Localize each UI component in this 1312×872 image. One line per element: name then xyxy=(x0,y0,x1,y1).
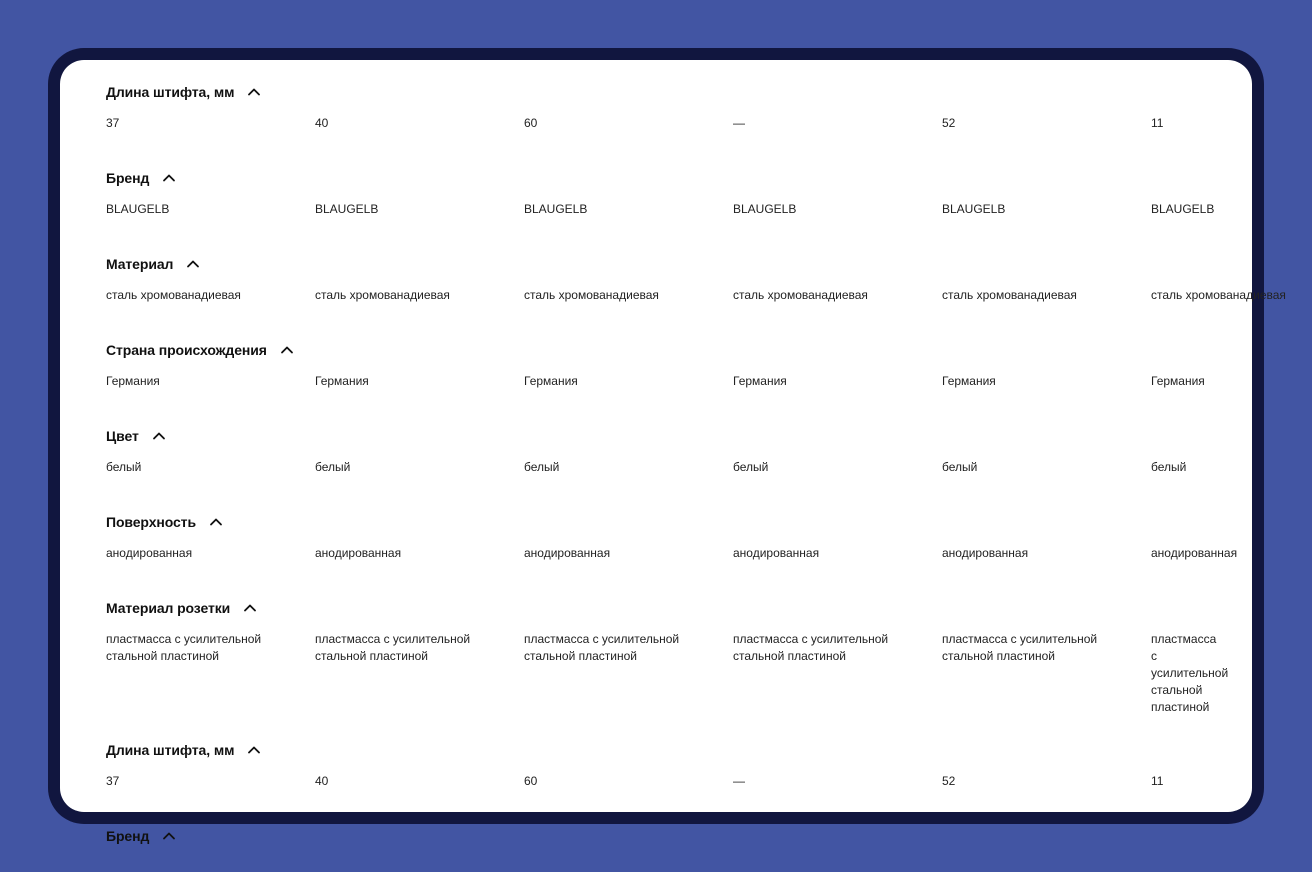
section-title: Длина штифта, мм xyxy=(106,84,235,100)
section-header-brand[interactable] xyxy=(106,160,1206,196)
value-cell: анодированная xyxy=(524,546,611,560)
value-cell: Германия xyxy=(106,374,160,388)
chevron-up-icon[interactable] xyxy=(161,170,177,186)
section-title: Длина штифта, мм xyxy=(106,742,235,758)
section-title: Страна происхождения xyxy=(106,342,267,358)
value-cell: BLAUGELB xyxy=(315,202,379,216)
section-spacer xyxy=(106,562,1206,590)
section-header-pin-length[interactable] xyxy=(106,732,1206,768)
value-cell: белый xyxy=(524,460,560,474)
value-cell: пластмасса с усилительной стальной пластиной xyxy=(106,632,262,663)
section-header-brand[interactable] xyxy=(106,818,1206,854)
section-spacer xyxy=(106,476,1206,504)
value-cell: Германия xyxy=(1151,374,1205,388)
value-cell: белый xyxy=(1151,460,1187,474)
value-cell: 60 xyxy=(524,116,538,130)
section-pin-length xyxy=(106,74,1206,132)
value-cell: белый xyxy=(106,460,142,474)
chevron-up-icon[interactable] xyxy=(151,428,167,444)
value-row xyxy=(106,282,1286,304)
device-frame xyxy=(48,48,1286,844)
section-brand xyxy=(106,160,1215,218)
value-cell: сталь хромованадиевая xyxy=(315,288,450,302)
value-cell: BLAUGELB xyxy=(942,202,1006,216)
section-material xyxy=(106,246,1286,304)
value-cell: 37 xyxy=(106,116,120,130)
value-row xyxy=(106,368,1206,390)
value-cell: анодированная xyxy=(733,546,820,560)
section-header-color[interactable] xyxy=(106,418,1206,454)
value-cell: анодированная xyxy=(106,546,193,560)
value-cell: пластмасса с усилительной стальной пластиной xyxy=(524,632,680,663)
section-header-surface[interactable] xyxy=(106,504,1206,540)
value-row xyxy=(106,196,1215,218)
value-cell: 52 xyxy=(942,774,956,788)
section-spacer xyxy=(106,218,1206,246)
value-cell: 37 xyxy=(106,774,120,788)
section-title: Бренд xyxy=(106,170,150,186)
section-title: Материал розетки xyxy=(106,600,231,616)
value-cell: сталь хромованадиевая xyxy=(524,288,659,302)
section-title: Бренд xyxy=(106,828,150,844)
chevron-up-icon[interactable] xyxy=(208,514,224,530)
section-socket-material xyxy=(106,590,1229,716)
value-row xyxy=(106,110,1206,132)
value-cell: 40 xyxy=(315,116,329,130)
value-cell: — xyxy=(733,774,745,788)
chevron-up-icon[interactable] xyxy=(161,828,177,844)
chevron-up-icon[interactable] xyxy=(242,600,258,616)
value-cell: пластмасса с усилительной стальной пластиной xyxy=(1151,632,1229,714)
section-header-pin-length[interactable] xyxy=(106,74,1206,110)
value-cell: 11 xyxy=(1151,774,1164,788)
value-row xyxy=(106,540,1238,562)
value-cell: Германия xyxy=(315,374,369,388)
value-row xyxy=(106,768,1206,790)
value-cell: 52 xyxy=(942,116,956,130)
section-spacer xyxy=(106,304,1206,332)
chevron-up-icon[interactable] xyxy=(279,342,295,358)
value-cell: 40 xyxy=(315,774,329,788)
value-cell: анодированная xyxy=(315,546,402,560)
section-brand-repeat xyxy=(106,818,1206,854)
value-cell: пластмасса с усилительной стальной пластиной xyxy=(315,632,471,663)
value-cell: 11 xyxy=(1151,116,1164,130)
chevron-up-icon[interactable] xyxy=(185,256,201,272)
section-header-material[interactable] xyxy=(106,246,1206,282)
value-cell: 60 xyxy=(524,774,538,788)
section-country xyxy=(106,332,1206,390)
value-cell: анодированная xyxy=(942,546,1029,560)
value-cell: сталь хромованадиевая xyxy=(1151,288,1286,302)
section-header-country[interactable] xyxy=(106,332,1206,368)
section-title: Цвет xyxy=(106,428,139,444)
section-header-socket-material[interactable] xyxy=(106,590,1206,626)
value-row xyxy=(106,626,1229,716)
section-spacer xyxy=(106,716,1206,732)
value-cell: — xyxy=(733,116,745,130)
value-cell: BLAUGELB xyxy=(106,202,170,216)
value-cell: пластмасса с усилительной стальной пластиной xyxy=(733,632,889,663)
value-cell: BLAUGELB xyxy=(733,202,797,216)
value-cell: анодированная xyxy=(1151,546,1238,560)
value-cell: Германия xyxy=(524,374,578,388)
section-title: Материал xyxy=(106,256,174,272)
value-cell: BLAUGELB xyxy=(1151,202,1215,216)
value-cell: Германия xyxy=(942,374,996,388)
value-cell: сталь хромованадиевая xyxy=(733,288,868,302)
spec-comparison-table xyxy=(106,74,1286,854)
section-surface xyxy=(106,504,1238,562)
value-cell: сталь хромованадиевая xyxy=(942,288,1077,302)
value-cell: сталь хромованадиевая xyxy=(106,288,241,302)
value-cell: BLAUGELB xyxy=(524,202,588,216)
comparison-screen xyxy=(60,60,1286,844)
section-spacer xyxy=(106,790,1206,818)
section-title: Поверхность xyxy=(106,514,196,530)
section-spacer xyxy=(106,132,1206,160)
section-spacer xyxy=(106,390,1206,418)
value-row xyxy=(106,454,1206,476)
section-pin-length-repeat xyxy=(106,732,1206,790)
value-cell: Германия xyxy=(733,374,787,388)
chevron-up-icon[interactable] xyxy=(246,84,262,100)
value-cell: белый xyxy=(942,460,978,474)
chevron-up-icon[interactable] xyxy=(246,742,262,758)
value-cell: белый xyxy=(315,460,351,474)
section-color xyxy=(106,418,1206,476)
value-cell: пластмасса с усилительной стальной пластиной xyxy=(942,632,1098,663)
value-cell: белый xyxy=(733,460,769,474)
